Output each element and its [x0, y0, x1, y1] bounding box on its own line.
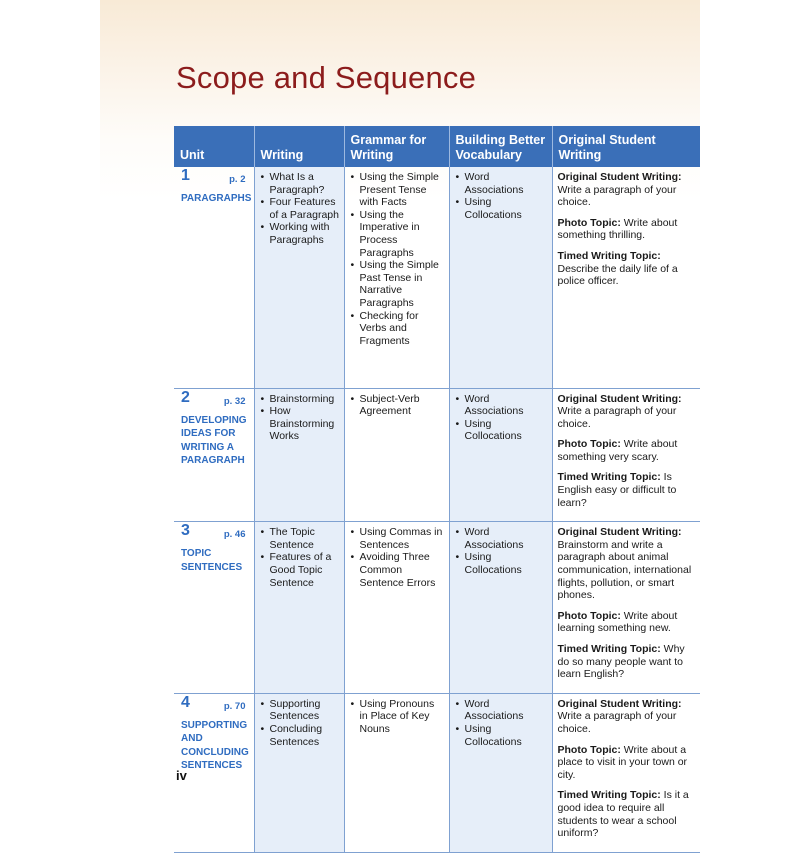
unit-page: p. 32: [223, 395, 246, 407]
list-item: • Supporting Sentences: [260, 698, 340, 723]
unit-number: 1: [181, 167, 190, 184]
list-item: • How Brainstorming Works: [260, 405, 340, 443]
vocabulary-cell: [449, 388, 552, 522]
header-grammar: Grammar for Writing: [344, 126, 449, 167]
item-text: Write about something very scary.: [557, 438, 678, 463]
list-item: • Concluding Sentences: [260, 723, 340, 748]
list-item: • Checking for Verbs and Fragments: [350, 310, 445, 348]
grammar-cell: [344, 522, 449, 694]
unit-cell: [174, 167, 254, 388]
item-text: Describe the daily life of a police officer.: [557, 262, 678, 288]
unit-number: 3: [181, 522, 190, 540]
unit-page: p. 46: [223, 529, 246, 541]
table-row: [174, 522, 700, 694]
writing-cell: [254, 167, 344, 388]
item-text: Write a paragraph of your choice.: [557, 183, 677, 209]
item-label: Timed Writing Topic:: [557, 471, 661, 484]
item-text: Brainstorm and write a paragraph about animal communication, international flights, pollution, or smart phones.: [557, 538, 692, 602]
header-original-writing: Original Student Writing: [552, 126, 700, 167]
list-item: • Avoiding Three Common Sentence Errors: [350, 551, 445, 589]
table-row: [174, 693, 700, 852]
original-writing-cell: [552, 522, 700, 694]
item-text: Why do so many people want to learn English?: [557, 643, 685, 681]
left-margin: [0, 0, 100, 800]
unit-number: 4: [181, 693, 190, 711]
unit-cell: [174, 522, 254, 694]
right-margin: [700, 0, 800, 800]
item-text: Is it a good idea to require all students to wear a school uniform?: [557, 789, 689, 840]
list-item: • Using Pronouns in Place of Key Nouns: [350, 698, 445, 736]
writing-cell: [254, 693, 344, 852]
list-item: • What Is a Paragraph?: [260, 171, 340, 196]
table-row: [174, 388, 700, 522]
item-text: Write a paragraph of your choice.: [557, 710, 677, 735]
item-text: Write about something thrilling.: [557, 216, 678, 242]
header-vocabulary: Building Better Vocabulary: [449, 126, 552, 167]
item-label: Photo Topic:: [557, 216, 621, 229]
list-item: • Using Collocations: [455, 551, 548, 576]
item-label: Original Student Writing:: [557, 697, 682, 710]
list-item: • Four Features of a Paragraph: [260, 196, 340, 221]
page-title: Scope and Sequence: [176, 60, 477, 95]
writing-cell: [254, 388, 344, 522]
unit-page: p. 70: [223, 700, 246, 712]
table-row: [174, 167, 700, 388]
list-item: • Word Associations: [455, 698, 548, 723]
item-label: Original Student Writing:: [557, 171, 682, 183]
item-text: Is English easy or difficult to learn?: [557, 471, 677, 509]
grammar-cell: [344, 167, 449, 388]
list-item: • Using Collocations: [455, 196, 548, 221]
unit-page: p. 2: [229, 174, 246, 185]
list-item: • Word Associations: [455, 171, 548, 196]
unit-number: 2: [181, 388, 190, 406]
grammar-cell: [344, 388, 449, 522]
item-label: Original Student Writing:: [557, 526, 682, 539]
vocabulary-cell: [449, 693, 552, 852]
list-item: • Subject-Verb Agreement: [350, 393, 445, 418]
list-item: • Word Associations: [455, 526, 548, 551]
list-item: • Using Collocations: [455, 418, 548, 443]
writing-cell: [254, 522, 344, 694]
original-writing-cell: [552, 388, 700, 522]
item-text: Write a paragraph of your choice.: [557, 405, 677, 430]
header-writing: Writing: [254, 126, 344, 167]
item-label: Original Student Writing:: [557, 392, 682, 405]
item-label: Timed Writing Topic:: [557, 789, 661, 802]
item-text: Write about learning something new.: [557, 609, 678, 635]
list-item: • Word Associations: [455, 393, 548, 418]
item-label: Photo Topic:: [557, 438, 621, 451]
scope-and-sequence-table: [174, 126, 700, 853]
item-text: Write about a place to visit in your town or city.: [557, 743, 688, 781]
grammar-cell: [344, 693, 449, 852]
original-writing-cell: [552, 167, 700, 388]
list-item: • Using the Simple Present Tense with Facts: [350, 171, 445, 209]
list-item: • Using Commas in Sentences: [350, 526, 445, 551]
unit-title: DEVELOPING IDEAS FOR WRITING A PARAGRAPH: [181, 414, 247, 466]
list-item: • Working with Paragraphs: [260, 221, 340, 246]
list-item: • Using the Imperative in Process Paragraphs: [350, 209, 445, 259]
unit-title: PARAGRAPHS: [181, 193, 252, 204]
header-unit: Unit: [174, 126, 254, 167]
table-header-row: [174, 126, 700, 167]
item-label: Photo Topic:: [557, 609, 621, 622]
list-item: • Using the Simple Past Tense in Narrative Paragraphs: [350, 259, 445, 309]
list-item: • Features of a Good Topic Sentence: [260, 551, 340, 589]
vocabulary-cell: [449, 522, 552, 694]
page-number: iv: [176, 768, 187, 783]
unit-title: SUPPORTING AND CONCLUDING SENTENCES: [181, 719, 249, 772]
list-item: • The Topic Sentence: [260, 526, 340, 551]
unit-cell: [174, 388, 254, 522]
list-item: • Brainstorming: [260, 393, 340, 406]
item-label: Timed Writing Topic:: [557, 643, 661, 655]
original-writing-cell: [552, 693, 700, 852]
list-item: • Using Collocations: [455, 723, 548, 748]
item-label: Timed Writing Topic:: [557, 249, 661, 262]
unit-title: TOPIC SENTENCES: [181, 548, 243, 573]
vocabulary-cell: [449, 167, 552, 388]
item-label: Photo Topic:: [557, 743, 621, 756]
